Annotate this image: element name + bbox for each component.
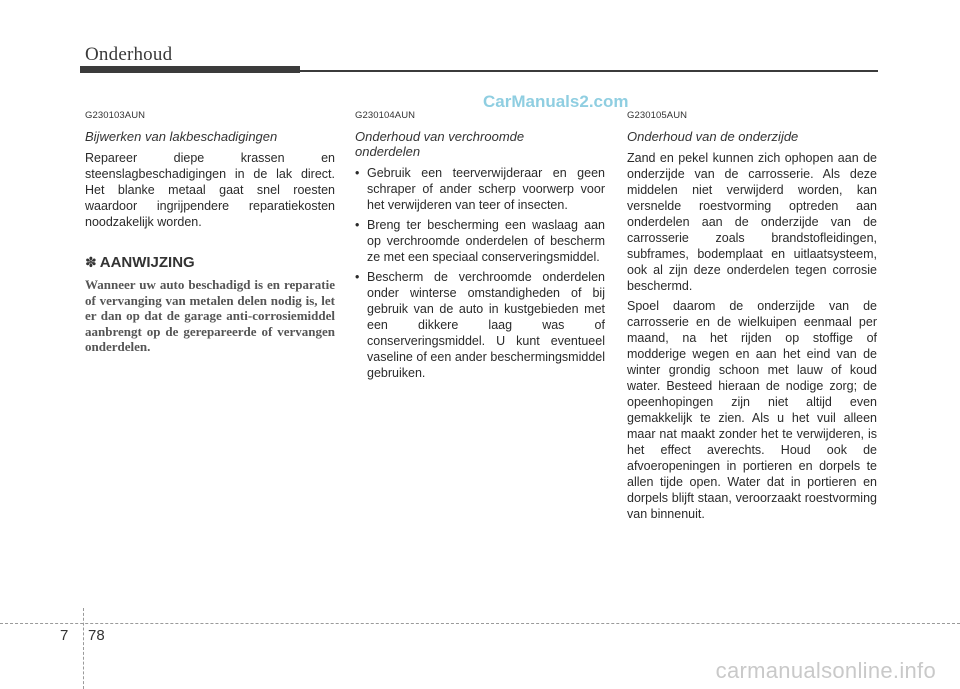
watermark-carmanualsonline[interactable]: carmanualsonline.info: [715, 658, 936, 683]
section-heading: Onderhoud van de onderzijde: [627, 129, 799, 144]
bullet-icon: •: [355, 166, 360, 180]
list-item: [355, 217, 605, 265]
section-heading: [355, 129, 605, 159]
section-heading-line-2: onderdelen: [355, 144, 421, 159]
chapter-number: 7: [60, 627, 69, 644]
page-header-title: Onderhoud: [85, 44, 173, 65]
footer-vertical-divider: [83, 608, 84, 689]
bullet-icon: •: [355, 270, 360, 284]
note-heading: [85, 254, 335, 271]
column-verchroomde-onderdelen: [355, 110, 605, 385]
list-item-text: Gebruik een teerverwijderaar en geen schraper of ander scherp voorwerp voor het verwijderen van teer of insecten.: [367, 166, 605, 212]
footer-divider: [0, 623, 960, 624]
section-paragraph: Spoel daarom de onderzijde van de carrosserie en de wielkuipen eenmaal per maand, na het rijden op stoffige of modderige wegen en aan het eind van de winter grondig schoon met lauw of koud water. Besteed hieraan de nodige zorg; de opeenhopingen zijn niet altijd even gemakkelijk te zien. Als u het vuil alleen maar nat maakt zonder het te verwijderen, is het effect averechts. Houd ook de afvoeropeningen in portieren en dorpels te allen tijde open. Water dat in portieren en dorpels blijft staan, veroorzaakt roestvorming van binnenuit.: [627, 299, 877, 521]
list-item-text: Bescherm de verchroomde onderdelen onder winterse omstandigheden of bij gebruik van de auto in kustgebieden met een dikkere laag was of conserveringsmiddel. U kunt eventueel vaseline of een ander beschermingsmiddel gebruiken.: [367, 270, 605, 380]
header-rule-thin: [300, 70, 878, 72]
list-item: [355, 269, 605, 381]
column-lakbeschadigingen: [85, 110, 335, 355]
section-body: Repareer diepe krassen en steenslagbeschadigingen in de lak direct. Het blanke metaal gaat snel roesten waardoor ingrijpendere reparatiekosten noodzakelijk worden.: [85, 151, 335, 229]
list-item: [355, 165, 605, 213]
section-code: G230104AUN: [355, 110, 416, 121]
section-heading: Bijwerken van lakbeschadigingen: [85, 129, 278, 144]
list-item-text: Breng ter bescherming een waslaag aan op verchroomde onderdelen of bescherm ze met een speciaal conserveringsmiddel.: [367, 218, 605, 264]
note-body: Wanneer uw auto beschadigd is en reparatie of vervanging van metalen delen nodig is, let er dan op dat de garage anti-corrosiemiddel aanbrengt op de gerepareerde of vervangen onderdelen.: [85, 277, 335, 354]
column-onderzijde: [627, 110, 877, 526]
bullet-icon: •: [355, 218, 360, 232]
section-code: G230105AUN: [627, 110, 688, 121]
section-paragraph: Zand en pekel kunnen zich ophopen aan de onderzijde van de carrosserie. Als deze middelen niet verwijderd worden, kan versnelde roestvorming optreden aan onderdelen aan de onderzijde van de carrosserie zoals brandstofleidingen, subframes, bodemplaat en uitlaatsysteem, ook al zijn deze onderdelen tegen corrosie beschermd.: [627, 151, 877, 293]
page-number: 78: [88, 627, 105, 644]
note-title: AANWIJZING: [99, 254, 195, 271]
bullet-list: [355, 165, 605, 381]
section-code: G230103AUN: [85, 110, 146, 121]
watermark-carmanuals[interactable]: CarManuals2.com: [483, 92, 629, 111]
section-heading-line-1: Onderhoud van verchroomde: [355, 129, 525, 144]
asterisk-icon: ✽: [85, 254, 97, 270]
header-rule-thick: [80, 66, 300, 73]
